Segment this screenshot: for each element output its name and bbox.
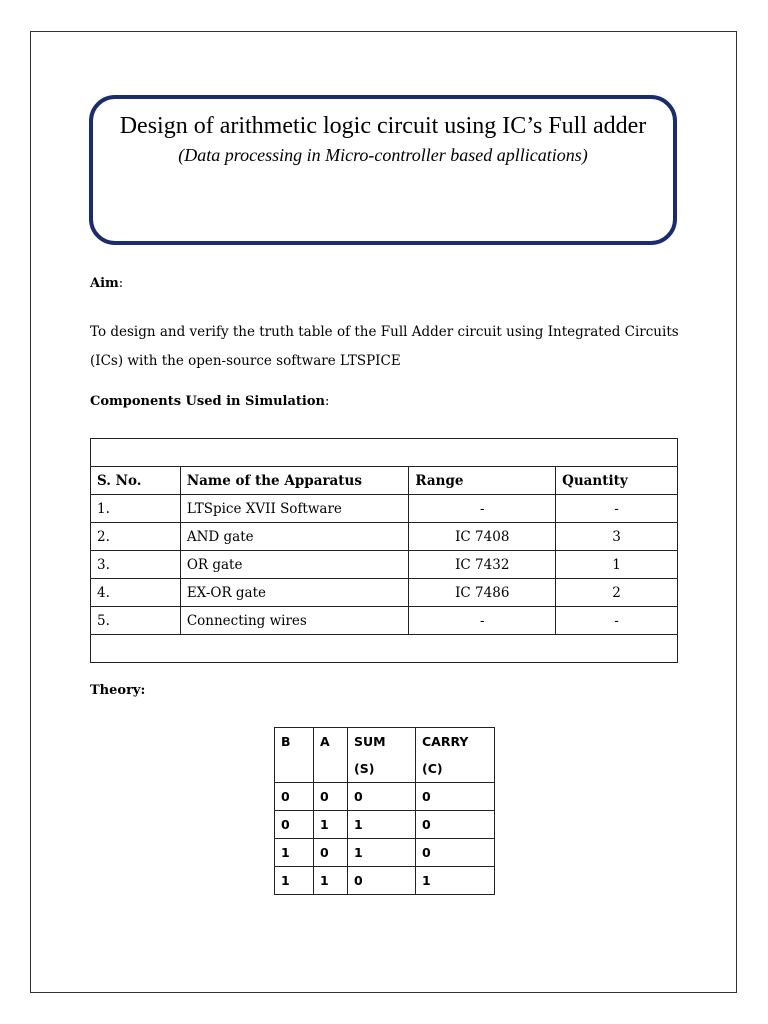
cell-range: IC 7432 (409, 551, 556, 579)
title-box (89, 95, 677, 245)
truth-header-cell: CARRY (C) (416, 728, 495, 783)
cell-range: IC 7486 (409, 579, 556, 607)
truth-header-cell: SUM (S) (348, 728, 416, 783)
cell-sno: 4. (91, 579, 181, 607)
header-cell: S. No. (91, 467, 181, 495)
cell-range: - (409, 607, 556, 635)
truth-cell: 0 (275, 783, 314, 811)
table-row (91, 607, 678, 635)
truth-cell: 0 (416, 839, 495, 867)
cell-range: IC 7408 (409, 523, 556, 551)
truth-row (275, 839, 495, 867)
cell-name: EX-OR gate (180, 579, 409, 607)
cell-quantity: 3 (556, 523, 678, 551)
cell-sno: 5. (91, 607, 181, 635)
truth-cell: 0 (314, 839, 348, 867)
truth-cell: 1 (348, 839, 416, 867)
cell-sno: 3. (91, 551, 181, 579)
header-cell: Quantity (556, 467, 678, 495)
table-row (91, 495, 678, 523)
truth-cell: 1 (314, 867, 348, 895)
table-blank-row (91, 635, 678, 663)
truth-row (275, 867, 495, 895)
truth-cell: 1 (416, 867, 495, 895)
cell-quantity: 1 (556, 551, 678, 579)
truth-cell: 0 (314, 783, 348, 811)
truth-header-row (275, 728, 495, 783)
truth-cell: 0 (348, 783, 416, 811)
table-row (91, 551, 678, 579)
theory-heading: Theory: (90, 683, 146, 698)
table-row (91, 579, 678, 607)
truth-cell: 1 (314, 811, 348, 839)
truth-cell: 0 (416, 783, 495, 811)
truth-cell: 0 (416, 811, 495, 839)
table-row (91, 523, 678, 551)
cell-quantity: - (556, 607, 678, 635)
truth-cell: 0 (348, 867, 416, 895)
header-cell: Name of the Apparatus (180, 467, 409, 495)
truth-row (275, 811, 495, 839)
cell-range: - (409, 495, 556, 523)
truth-row (275, 783, 495, 811)
cell-sno: 1. (91, 495, 181, 523)
components-table (90, 438, 678, 663)
truth-header-cell: A (314, 728, 348, 783)
cell-name: OR gate (180, 551, 409, 579)
cell-quantity: - (556, 495, 678, 523)
header-cell: Range (409, 467, 556, 495)
components-label: Components Used in Simulation (90, 394, 325, 409)
aim-text: To design and verify the truth table of the Full Adder circuit using Integrated Circuits (ICs) with the open-source software LTSPICE (90, 324, 679, 369)
components-heading: Components Used in Simulation: (90, 394, 330, 409)
truth-cell: 1 (275, 839, 314, 867)
cell-name: AND gate (180, 523, 409, 551)
cell-name: LTSpice XVII Software (180, 495, 409, 523)
cell-sno: 2. (91, 523, 181, 551)
aim-heading: Aim: (90, 276, 124, 291)
truth-cell: 1 (275, 867, 314, 895)
truth-cell: 0 (275, 811, 314, 839)
truth-table (274, 727, 495, 895)
truth-header-cell: B (275, 728, 314, 783)
aim-label: Aim (90, 276, 119, 291)
table-header-row (91, 467, 678, 495)
page-title: Design of arithmetic logic circuit using IC’s Full adder (119, 113, 647, 139)
table-blank-row (91, 439, 678, 467)
cell-name: Connecting wires (180, 607, 409, 635)
truth-cell: 1 (348, 811, 416, 839)
page-subtitle: (Data processing in Micro-controller based apllications) (178, 145, 588, 165)
cell-quantity: 2 (556, 579, 678, 607)
